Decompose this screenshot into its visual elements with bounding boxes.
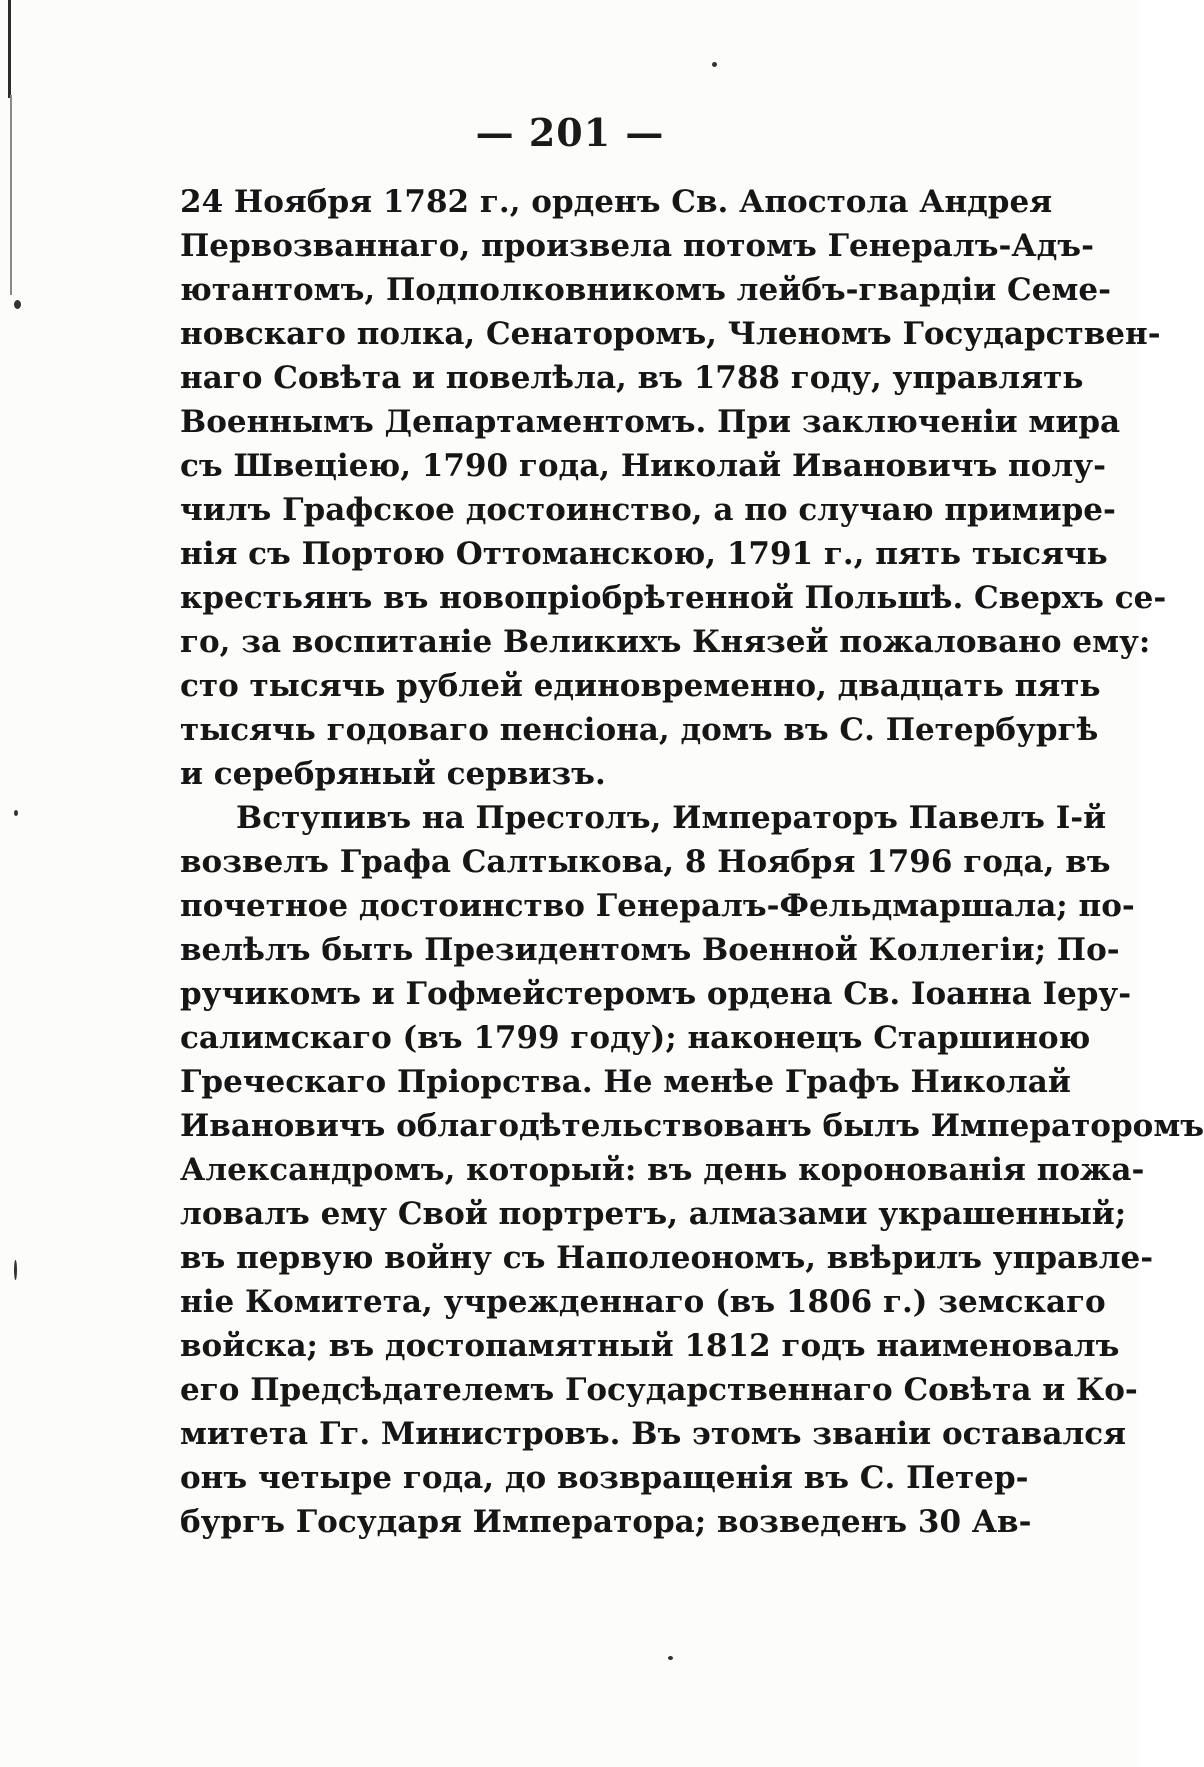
text-line: ніе Комитета, учрежденнаго (въ 1806 г.) земскаго <box>180 1284 1106 1320</box>
text-line: войска; въ достопамятный 1812 годъ наименовалъ <box>180 1328 1120 1364</box>
scan-speck <box>14 1260 17 1280</box>
text-line: салимскаго (въ 1799 году); наконецъ Старшиною <box>180 1020 1091 1056</box>
text-line: чилъ Графское достоинство, а по случаю примире- <box>180 492 1116 528</box>
text-line: и серебряный сервизъ. <box>180 756 606 792</box>
scan-speck <box>668 1656 673 1660</box>
text-line: ручикомъ и Гофмейстеромъ ордена Св. Іоанна Іеру- <box>180 976 1132 1012</box>
text-line: въ первую войну съ Наполеономъ, ввѣрилъ управле- <box>180 1240 1154 1276</box>
text-line: почетное достоинство Генералъ-Фельдмаршала; по- <box>180 888 1135 924</box>
text-line: сто тысячь рублей единовременно, двадцать пять <box>180 668 1101 704</box>
text-line: Александромъ, который: въ день коронованія пожа- <box>180 1152 1145 1188</box>
body-text <box>180 180 1204 1544</box>
scan-speck <box>14 300 21 309</box>
binding-edge <box>8 0 11 98</box>
text-line: Вступивъ на Престолъ, Императоръ Павелъ I-й <box>236 800 1107 836</box>
text-line: тысячь годоваго пенсіона, домъ въ С. Петербургѣ <box>180 712 1099 748</box>
text-line: крестьянъ въ новопріобрѣтенной Польшѣ. Сверхъ се- <box>180 580 1167 616</box>
text-line: велѣлъ быть Президентомъ Военной Коллегіи; По- <box>180 932 1120 968</box>
text-line: съ Швеціею, 1790 года, Николай Ивановичъ полу- <box>180 448 1106 484</box>
text-line: Греческаго Пріорства. Не менѣе Графъ Николай <box>180 1064 1071 1100</box>
text-line: Ивановичъ облагодѣтельствованъ былъ Императоромъ <box>180 1108 1204 1144</box>
text-line: ловалъ ему Свой портретъ, алмазами украшенный; <box>180 1196 1127 1232</box>
text-line: возвелъ Графа Салтыкова, 8 Ноября 1796 года, въ <box>180 844 1111 880</box>
text-line: нія съ Портою Оттоманскою, 1791 г., пять тысячь <box>180 536 1108 572</box>
text-line: наго Совѣта и повелѣла, въ 1788 году, управлять <box>180 360 1084 396</box>
text-line: новскаго полка, Сенаторомъ, Членомъ Государствен- <box>180 316 1161 352</box>
scan-speck <box>712 62 717 67</box>
text-line: онъ четыре года, до возвращенія въ С. Петер- <box>180 1460 1029 1496</box>
text-line: митета Гг. Министровъ. Въ этомъ званіи оставался <box>180 1416 1127 1452</box>
text-line: его Предсѣдателемъ Государственнаго Совѣта и Ко- <box>180 1372 1138 1408</box>
scan-speck <box>14 810 18 816</box>
page-number: — 201 — <box>475 110 665 155</box>
text-line: 24 Ноября 1782 г., орденъ Св. Апостола Андрея <box>180 184 1053 220</box>
text-line: Военнымъ Департаментомъ. При заключеніи мира <box>180 404 1121 440</box>
text-line: Первозваннаго, произвела потомъ Генералъ-Адъ- <box>180 228 1094 264</box>
text-line: ютантомъ, Подполковникомъ лейбъ-гвардіи Семе- <box>180 272 1111 308</box>
text-line: го, за воспитаніе Великихъ Князей пожаловано ему: <box>180 624 1151 660</box>
text-line: бургъ Государя Императора; возведенъ 30 Ав- <box>180 1504 1032 1540</box>
